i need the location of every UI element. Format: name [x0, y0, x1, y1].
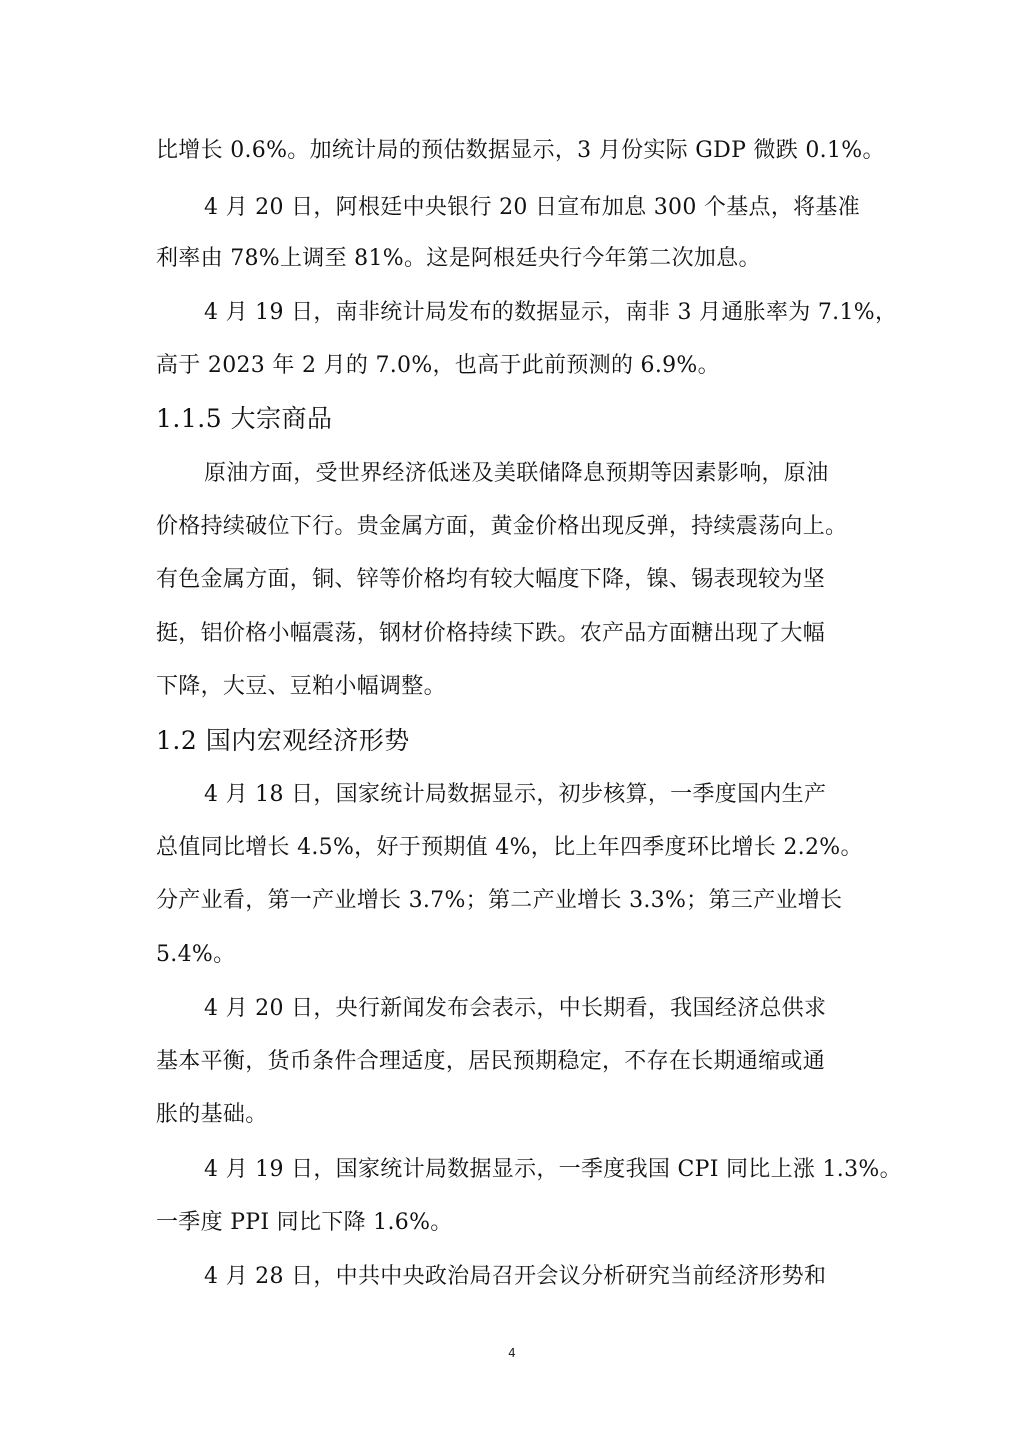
paragraph-line: 原油方面，受世界经济低迷及美联储降息预期等因素影响，原油 [204, 461, 829, 486]
section-heading: 1.2 国内宏观经济形势 [156, 726, 410, 755]
paragraph-line: 4 月 28 日，中共中央政治局召开会议分析研究当前经济形势和 [204, 1264, 827, 1289]
paragraph-line: 5.4%。 [156, 942, 236, 967]
paragraph-line: 总值同比增长 4.5%，好于预期值 4%，比上年四季度环比增长 2.2%。 [156, 835, 863, 860]
paragraph-line: 挺，铝价格小幅震荡，钢材价格持续下跌。农产品方面糖出现了大幅 [156, 621, 826, 646]
paragraph-line: 下降，大豆、豆粕小幅调整。 [156, 674, 446, 699]
paragraph-line: 一季度 PPI 同比下降 1.6%。 [156, 1210, 453, 1235]
paragraph-line: 4 月 19 日，南非统计局发布的数据显示，南非 3 月通胀率为 7.1%， [204, 300, 898, 325]
paragraph-line: 比增长 0.6%。加统计局的预估数据显示，3 月份实际 GDP 微跌 0.1%。 [156, 138, 885, 163]
paragraph-line: 基本平衡，货币条件合理适度，居民预期稳定，不存在长期通缩或通 [156, 1049, 826, 1074]
paragraph-line: 4 月 20 日，阿根廷中央银行 20 日宣布加息 300 个基点，将基准 [204, 195, 861, 220]
paragraph-line: 有色金属方面，铜、锌等价格均有较大幅度下降，镍、锡表现较为坚 [156, 567, 826, 592]
paragraph-line: 4 月 19 日，国家统计局数据显示，一季度我国 CPI 同比上涨 1.3%。 [204, 1157, 902, 1182]
paragraph-line: 分产业看，第一产业增长 3.7%；第二产业增长 3.3%；第三产业增长 [156, 888, 843, 913]
paragraph-line: 价格持续破位下行。贵金属方面，黄金价格出现反弹，持续震荡向上。 [156, 514, 848, 539]
paragraph-line: 高于 2023 年 2 月的 7.0%，也高于此前预测的 6.9%。 [156, 353, 720, 378]
paragraph-line: 4 月 20 日，央行新闻发布会表示，中长期看，我国经济总供求 [204, 996, 827, 1021]
paragraph-line: 4 月 18 日，国家统计局数据显示，初步核算，一季度国内生产 [204, 782, 827, 807]
paragraph-line: 胀的基础。 [156, 1102, 268, 1127]
page-number: 4 [508, 1346, 516, 1360]
paragraph-line: 利率由 78%上调至 81%。这是阿根廷央行今年第二次加息。 [156, 246, 761, 271]
section-heading: 1.1.5 大宗商品 [156, 404, 333, 433]
